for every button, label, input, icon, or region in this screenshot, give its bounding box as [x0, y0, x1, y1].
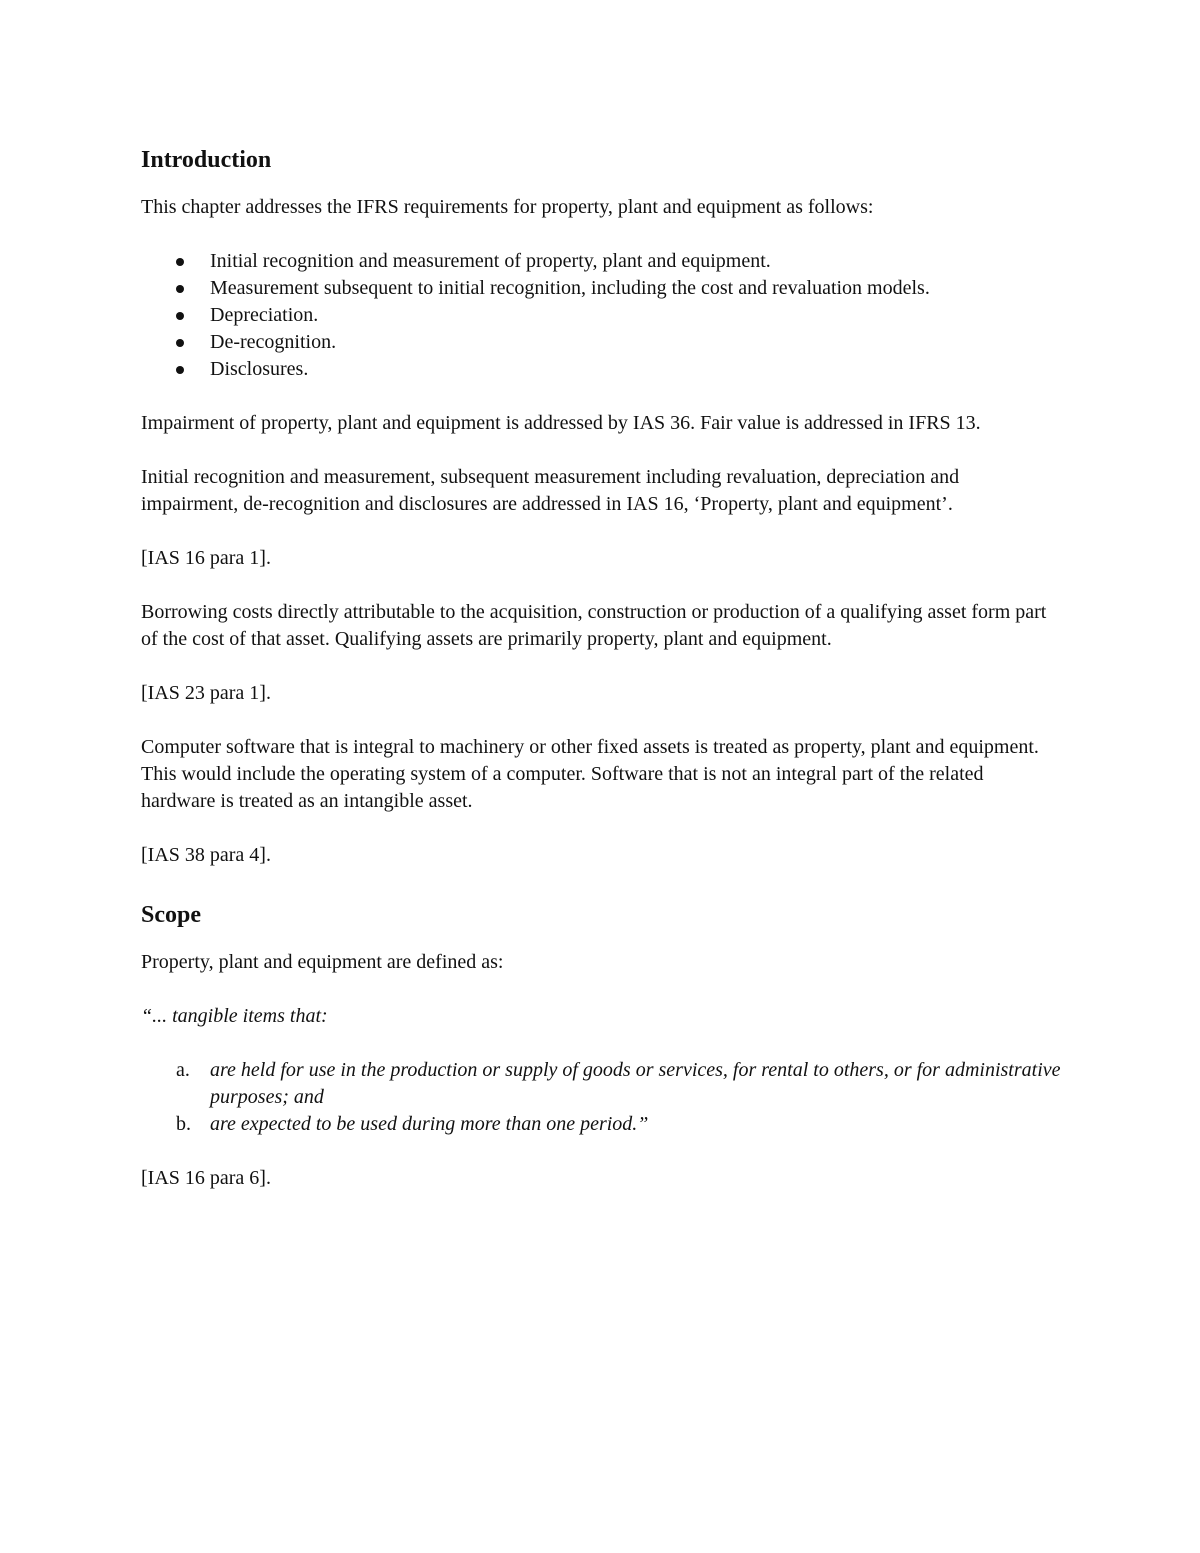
bullet-item: De-recognition.: [141, 329, 1061, 356]
document-page: [141, 140, 1061, 1192]
bullet-item: Disclosures.: [141, 356, 1061, 383]
definition-intro: Property, plant and equipment are defined as:: [141, 951, 504, 973]
definition-quote-lead: “... tangible items that:: [141, 1005, 328, 1027]
topics-bullet-list: [141, 248, 1061, 383]
reference-ias16-para6: [IAS 16 para 6].: [141, 1167, 271, 1189]
list-marker: b.: [176, 1113, 191, 1135]
impairment-paragraph: Impairment of property, plant and equipment is addressed by IAS 36. Fair value is addressed in IFRS 13.: [141, 412, 981, 434]
definition-item-text: are expected to be used during more than one period.”: [210, 1113, 649, 1135]
ias16-scope-paragraph: Initial recognition and measurement, subsequent measurement including revaluation, depreciation and impairment, de-recognition and disclosures are addressed in IAS 16, ‘Property, plant and equipment’.: [141, 466, 960, 515]
software-paragraph: Computer software that is integral to machinery or other fixed assets is treated as property, plant and equipment. This would include the operating system of a computer. Software that is not an integral part of the related hardware is treated as an intangible asset.: [141, 736, 1039, 812]
definition-list: [141, 1057, 1061, 1138]
introduction-heading: Introduction: [141, 147, 272, 173]
borrowing-costs-paragraph: Borrowing costs directly attributable to the acquisition, construction or production of a qualifying asset form part of the cost of that asset. Qualifying assets are primarily property, plant and equipment.: [141, 601, 1047, 650]
bullet-item: Measurement subsequent to initial recognition, including the cost and revaluation models.: [141, 275, 1061, 302]
bullet-item: Depreciation.: [141, 302, 1061, 329]
reference-ias16-para1: [IAS 16 para 1].: [141, 547, 271, 569]
bullet-item: Initial recognition and measurement of property, plant and equipment.: [141, 248, 1061, 275]
scope-heading: Scope: [141, 902, 201, 928]
definition-item: [141, 1111, 1061, 1138]
reference-ias23-para1: [IAS 23 para 1].: [141, 682, 271, 704]
intro-paragraph: This chapter addresses the IFRS requirements for property, plant and equipment as follows:: [141, 196, 874, 218]
definition-item-text: are held for use in the production or supply of goods or services, for rental to others, or for administrative purposes; and: [210, 1059, 1061, 1108]
definition-item: [141, 1057, 1061, 1111]
reference-ias38-para4: [IAS 38 para 4].: [141, 844, 271, 866]
list-marker: a.: [176, 1059, 190, 1081]
